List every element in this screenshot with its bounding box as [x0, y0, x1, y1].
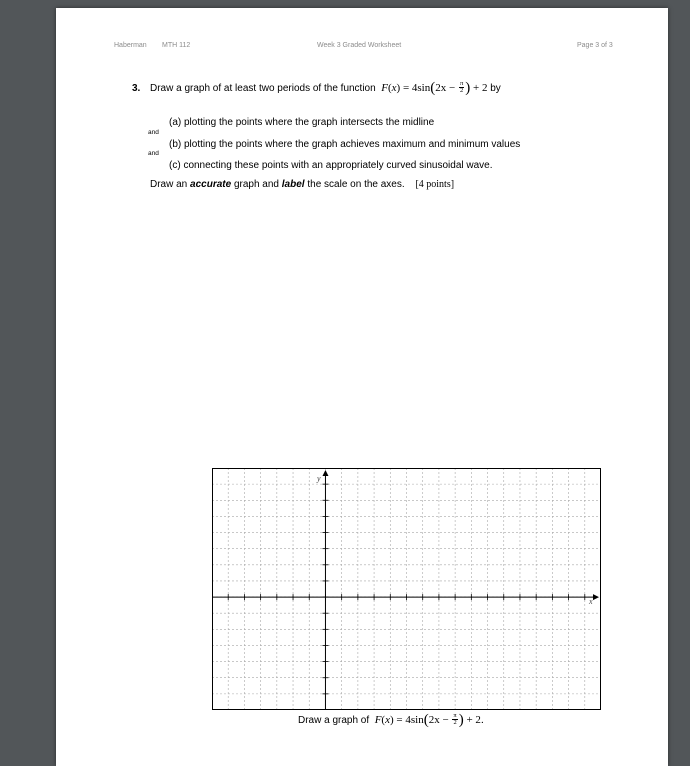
- function-body-prefix: = 4sin: [402, 82, 431, 95]
- grid-lines: [212, 468, 601, 710]
- graph-grid[interactable]: [212, 468, 601, 710]
- function-expression: F(x) = 4sin(2x − $\frac{\pi}{2}$ ) + 2: [381, 80, 488, 97]
- y-axis-label: y: [317, 474, 321, 483]
- function-suffix: + 2: [473, 82, 488, 95]
- emphasis-label: label: [281, 179, 305, 190]
- header-title: Week 3 Graded Worksheet: [317, 42, 402, 49]
- part-c: (c) connecting these points with an appropriately curved sinusoidal wave.: [169, 160, 493, 171]
- pi-over-two-fraction: $\frac{\pi}{2}$: [459, 80, 464, 94]
- y-axis-arrow: [322, 470, 328, 476]
- header-author: Haberman: [114, 42, 147, 49]
- connector-and-2: and: [148, 150, 159, 157]
- question-by: by: [490, 83, 501, 95]
- question-number: 3.: [132, 83, 141, 94]
- question-prompt: [150, 82, 501, 95]
- emphasis-accurate: accurate: [190, 179, 232, 190]
- instruction-line: Draw an accurate graph and label the scale on the axes. [4 points]: [150, 179, 455, 190]
- part-b: (b) plotting the points where the graph achieves maximum and minimum values: [169, 139, 521, 150]
- connector-and-1: and: [148, 129, 159, 136]
- header-page-number: Page 3 of 3: [577, 42, 613, 49]
- function-inner-prefix: 2x −: [435, 82, 456, 95]
- points-value: [4 points]: [415, 179, 455, 190]
- function-name: F: [381, 82, 388, 95]
- worksheet-page: [56, 8, 668, 766]
- x-axis-arrow: [593, 594, 599, 600]
- part-a: (a) plotting the points where the graph intersects the midline: [169, 117, 435, 128]
- header-course: MTH 112: [162, 42, 191, 49]
- graph-caption: Draw a graph of F(x) = 4sin(2x − $\frac{\pi}{2}$ ) + 2.: [298, 712, 484, 729]
- x-axis-label: x: [589, 597, 593, 606]
- axes: [212, 470, 599, 710]
- function-arg: x: [391, 82, 397, 95]
- question-intro: Draw a graph of at least two periods of the function: [150, 83, 376, 95]
